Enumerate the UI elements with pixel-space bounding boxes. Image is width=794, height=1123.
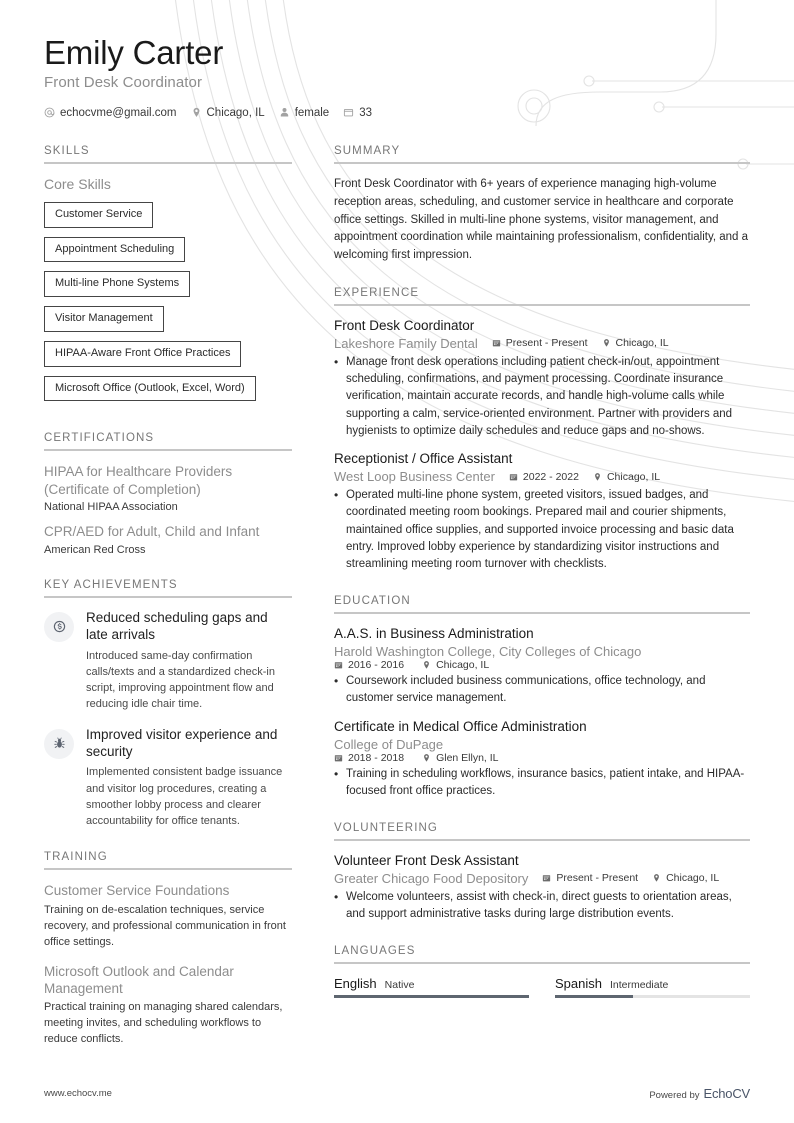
skill-chip-list: [44, 202, 292, 411]
right-column: [334, 145, 750, 1020]
experience-location-value: Chicago, IL: [615, 337, 669, 350]
resume-body: [44, 145, 750, 1070]
experience-job-title: Front Desk Coordinator: [334, 318, 475, 333]
language-item: [334, 976, 529, 998]
skill-group-name: Core Skills: [44, 175, 111, 192]
skill-chip-wrap: [44, 376, 292, 411]
contact-gender-value: female: [294, 106, 330, 119]
experience-entry: [334, 318, 750, 440]
bullet: • Coursework included business communications, office technology, and customer service management.: [334, 673, 750, 708]
section-title-education: EDUCATION: [334, 595, 750, 614]
footer-branding: [649, 1086, 750, 1101]
contact-email: [44, 107, 177, 119]
section-skills: [44, 145, 292, 411]
contact-age: [343, 107, 372, 119]
experience-organization: Lakeshore Family Dental: [334, 335, 478, 351]
education-meta: [334, 659, 750, 671]
achievement-title: Improved visitor experience and security: [86, 726, 278, 759]
page-footer: [44, 1086, 750, 1101]
experience-meta: [334, 336, 750, 351]
skill-chip: Appointment Scheduling: [44, 237, 185, 263]
training-name: Customer Service Foundations: [44, 883, 230, 899]
education-meta: [334, 752, 750, 764]
section-title-key-achievements: KEY ACHIEVEMENTS: [44, 579, 292, 598]
skill-chip-wrap: [44, 341, 292, 376]
bullet: • Manage front desk operations including patient check-in/out, appointment scheduling, confirmations, and payment processing. Coordinate insurance verification, maintain accurate records, and handle high-volume calls while supporting a calm, service-oriented environment. Partner with providers and hygienists to optimize daily schedules and reduce gaps and no-shows.: [334, 354, 750, 440]
language-list: [334, 976, 750, 998]
location-icon: [593, 472, 602, 482]
education-dates-value: 2018 - 2018: [348, 751, 405, 764]
achievement-title: Reduced scheduling gaps and late arrivals: [86, 609, 268, 642]
volunteering-dates: [542, 872, 638, 884]
experience-dates-value: 2022 - 2022: [522, 470, 579, 483]
section-experience: [334, 287, 750, 573]
achievement-body: [86, 610, 292, 713]
person-icon: [279, 107, 290, 118]
calendar-icon: [343, 107, 354, 118]
achievement-description: Implemented consistent badge issuance and visitor log procedures, creating a smoother lobby process and clearer accountability for office tenants.: [86, 766, 283, 828]
education-degree: Certificate in Medical Office Administration: [334, 718, 587, 734]
section-volunteering: [334, 822, 750, 923]
experience-location-value: Chicago, IL: [606, 470, 661, 483]
education-entry: [334, 719, 750, 800]
language-name: Spanish: [555, 976, 602, 992]
achievement-body: [86, 727, 292, 830]
section-title-skills: SKILLS: [44, 145, 292, 164]
volunteering-organization: Greater Chicago Food Depository: [334, 870, 529, 886]
left-column: [44, 145, 292, 1070]
education-degree: A.A.S. in Business Administration: [334, 626, 534, 642]
volunteering-title: Volunteer Front Desk Assistant: [334, 853, 519, 868]
location-icon: [652, 873, 661, 883]
section-key-achievements: [44, 579, 292, 830]
training-description: Practical training on managing shared calendars, meeting invites, and scheduling workflows to reduce conflicts.: [44, 1001, 283, 1045]
certification-item: [44, 463, 292, 514]
section-training: [44, 851, 292, 1047]
skill-chip: HIPAA-Aware Front Office Practices: [44, 341, 241, 367]
language-proficiency-bar: [334, 995, 529, 998]
calendar-icon: [492, 338, 501, 348]
bug-icon: [44, 729, 74, 759]
experience-location: [602, 337, 669, 349]
contact-location-value: Chicago, IL: [206, 106, 265, 119]
section-title-languages: LANGUAGES: [334, 945, 750, 964]
section-title-summary: SUMMARY: [334, 145, 750, 164]
section-summary: [334, 145, 750, 265]
email-icon: [44, 107, 55, 118]
achievement-item: [44, 727, 292, 830]
location-icon: [191, 107, 202, 118]
education-institution: College of DuPage: [334, 736, 444, 752]
experience-bullets: [334, 354, 750, 440]
experience-dates: [492, 337, 588, 349]
experience-bullets: [334, 487, 750, 573]
skill-chip: Microsoft Office (Outlook, Excel, Word): [44, 376, 256, 402]
section-title-training: TRAINING: [44, 851, 292, 870]
dollar-coin-icon: [44, 612, 74, 642]
skill-chip-wrap: [44, 271, 292, 306]
language-proficiency-bar: [555, 995, 750, 998]
skill-chip: Multi-line Phone Systems: [44, 271, 190, 297]
volunteering-bullets: [334, 889, 750, 924]
location-icon: [422, 753, 431, 763]
calendar-icon: [334, 753, 343, 763]
section-certifications: [44, 432, 292, 556]
education-bullets: [334, 673, 750, 708]
volunteering-dates-value: Present - Present: [556, 872, 639, 885]
education-location: [422, 659, 489, 671]
certification-name: CPR/AED for Adult, Child and Infant: [44, 524, 260, 540]
section-title-volunteering: VOLUNTEERING: [334, 822, 750, 841]
experience-entry: [334, 451, 750, 573]
bullet: • Welcome volunteers, assist with check-in, direct guests to orientation areas, and support administrative tasks during large distribution events.: [334, 889, 750, 924]
training-item: [44, 882, 292, 950]
experience-organization: West Loop Business Center: [334, 469, 495, 484]
experience-meta: [334, 469, 750, 484]
volunteering-entry: [334, 853, 750, 923]
contact-location: [191, 107, 265, 119]
training-item: [44, 963, 292, 1048]
contact-age-value: 33: [359, 106, 373, 119]
certification-item: [44, 523, 292, 557]
language-name: English: [334, 976, 377, 992]
language-level: Native: [384, 979, 415, 992]
skill-chip: Visitor Management: [44, 306, 164, 332]
education-dates: [334, 659, 404, 671]
contact-gender: [279, 107, 330, 119]
job-title: Front Desk Coordinator: [44, 73, 203, 91]
calendar-icon: [542, 873, 551, 883]
education-dates-value: 2016 - 2016: [348, 659, 405, 672]
education-location-value: Glen Ellyn, IL: [436, 751, 499, 764]
education-location: [422, 752, 498, 764]
certification-issuer: American Red Cross: [44, 543, 146, 556]
summary-text: Front Desk Coordinator with 6+ years of experience managing high-volume reception areas, scheduling, and customer service in healthcare and corporate office settings. Skilled in multi-line phone systems, visitor management, and appointment coordination while maintaining professionalism, confidentiality, and a welcoming first impression.: [334, 177, 749, 262]
section-title-experience: EXPERIENCE: [334, 287, 750, 306]
experience-dates-value: Present - Present: [505, 337, 588, 350]
language-head: [555, 976, 750, 991]
volunteering-location: [652, 872, 719, 884]
section-title-certifications: CERTIFICATIONS: [44, 432, 292, 451]
page-title: Emily Carter: [44, 34, 224, 71]
experience-job-title: Receptionist / Office Assistant: [334, 451, 513, 467]
education-bullets: [334, 766, 750, 801]
certification-issuer: National HIPAA Association: [44, 500, 178, 513]
section-languages: [334, 945, 750, 998]
language-proficiency-fill: [555, 995, 633, 998]
education-institution: Harold Washington College, City Colleges of Chicago: [334, 644, 642, 660]
achievement-description: Introduced same-day confirmation calls/texts and a standardized check-in script, improving appointment flow and reducing idle chair time.: [86, 649, 275, 711]
skill-chip-wrap: [44, 202, 292, 237]
volunteering-location-value: Chicago, IL: [666, 872, 720, 885]
contact-email-value: echocvme@gmail.com: [60, 106, 177, 119]
skill-chip-wrap: [44, 306, 292, 341]
skill-chip-wrap: [44, 237, 292, 272]
training-description: Training on de-escalation techniques, service recovery, and professional communication in front office settings.: [44, 903, 286, 948]
certification-name: HIPAA for Healthcare Providers (Certificate of Completion): [44, 464, 233, 497]
location-icon: [602, 338, 611, 348]
calendar-icon: [334, 660, 343, 670]
bullet: • Operated multi-line phone system, greeted visitors, issued badges, and coordinated meeting room bookings. Prepared mail and courier shipments, maintained office supplies, and supported invoice processing and basic data entry. Improved lobby experience by standardizing visitor instructions and streamlining meeting room turnover with checklists.: [334, 487, 750, 573]
language-head: [334, 976, 529, 991]
volunteering-meta: [334, 871, 750, 886]
education-entry: [334, 626, 750, 707]
language-level: Intermediate: [609, 979, 669, 992]
contact-row: [44, 107, 750, 119]
language-proficiency-fill: [334, 995, 529, 998]
resume-header: [44, 34, 750, 119]
experience-dates: [509, 471, 579, 483]
education-dates: [334, 752, 404, 764]
experience-location: [593, 471, 660, 483]
bullet: • Training in scheduling workflows, insurance basics, patient intake, and HIPAA-focused front office practices.: [334, 766, 750, 801]
skill-chip: Customer Service: [44, 202, 153, 228]
calendar-icon: [509, 472, 518, 482]
education-location-value: Chicago, IL: [436, 659, 490, 672]
language-item: [555, 976, 750, 998]
achievement-item: [44, 610, 292, 713]
footer-powered-by-label: Powered by: [649, 1090, 700, 1101]
footer-brand-name: EchoCV: [703, 1086, 750, 1101]
section-education: [334, 595, 750, 800]
location-icon: [422, 660, 431, 670]
training-name: Microsoft Outlook and Calendar Management: [44, 963, 234, 996]
footer-url: www.echocv.me: [44, 1088, 112, 1099]
